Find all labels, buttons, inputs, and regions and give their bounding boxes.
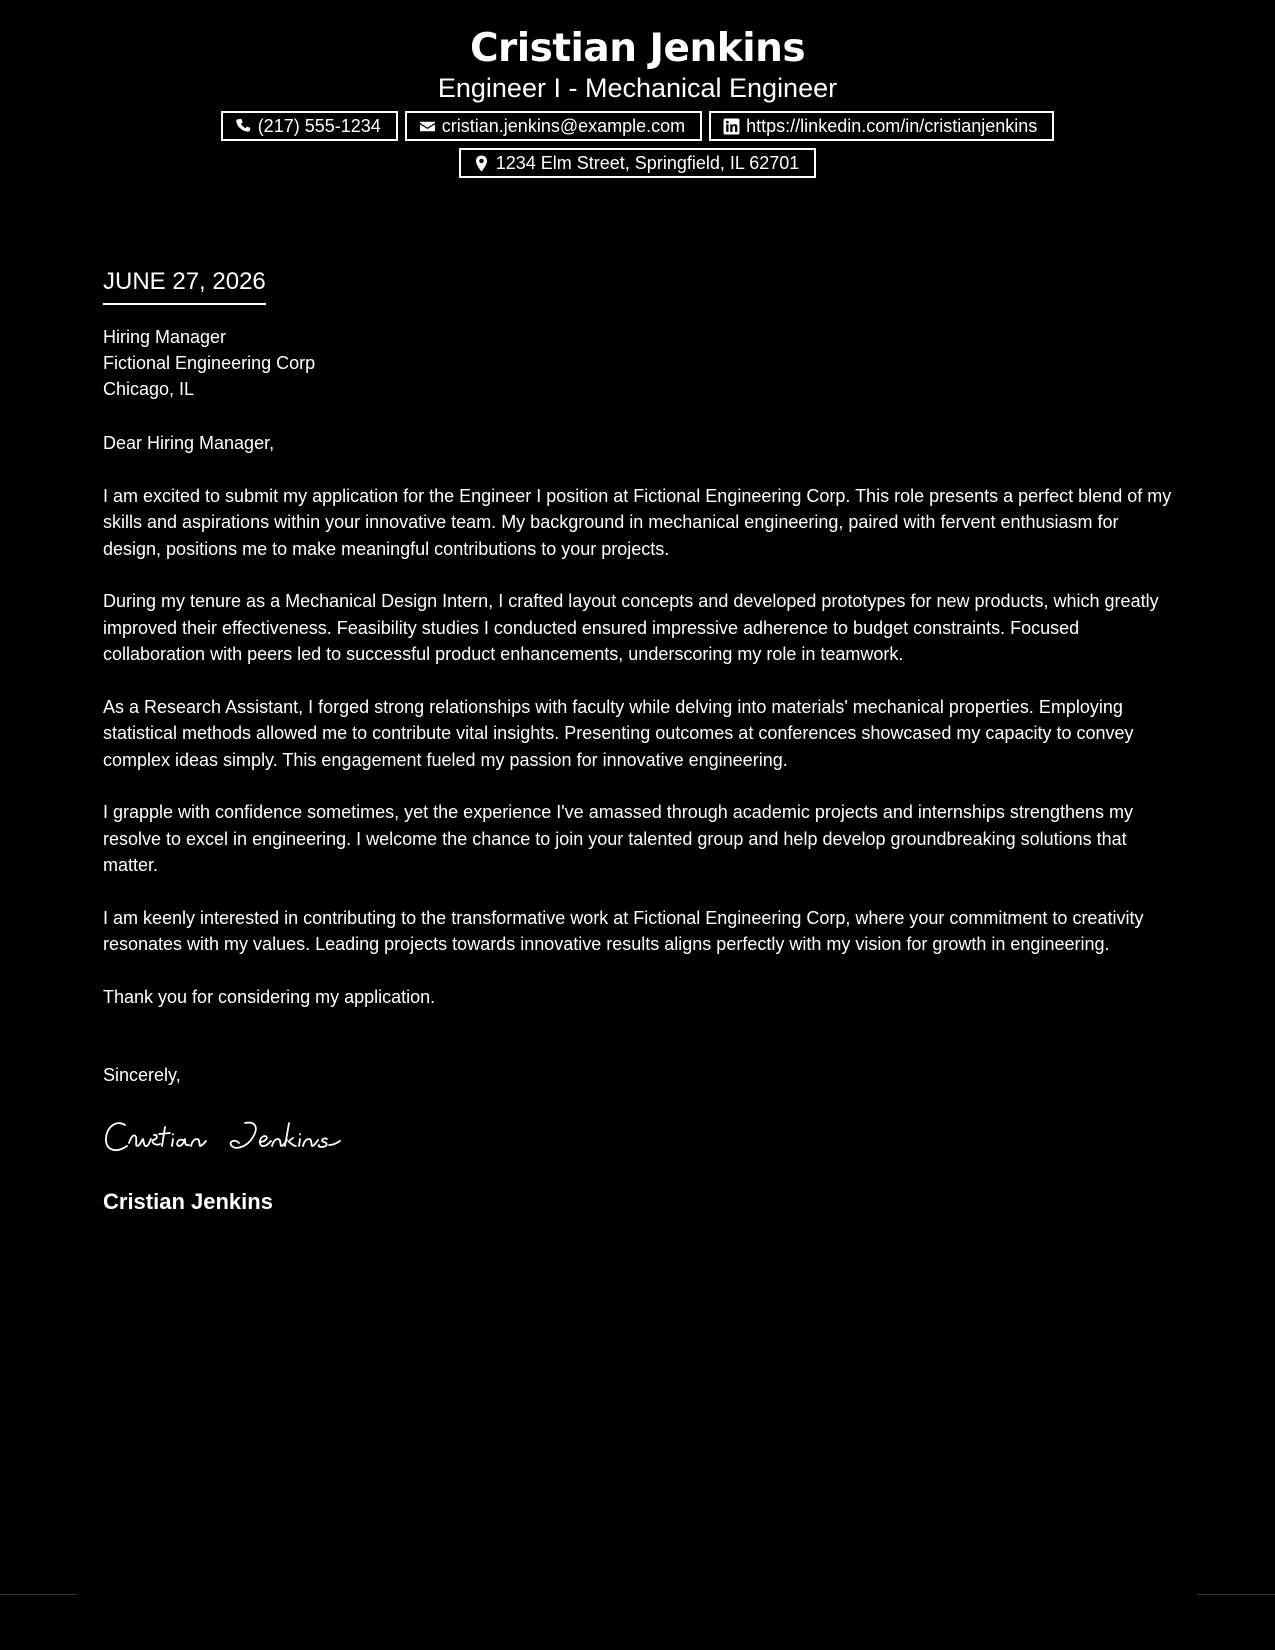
linkedin-chip[interactable] [709, 111, 1054, 141]
recipient-line: Hiring Manager [103, 327, 227, 347]
address-chip[interactable] [459, 148, 817, 178]
letter-body [103, 266, 1178, 1216]
letter-header [0, 22, 1275, 178]
footer-rule-right [1197, 1594, 1275, 1595]
linkedin-text: https://linkedin.com/in/cristianjenkins [746, 115, 1038, 136]
recipient-line: Chicago, IL [103, 379, 195, 399]
closing: Sincerely, [103, 1065, 181, 1085]
address-row [0, 148, 1275, 178]
recipient-line: Fictional Engineering Corp [103, 353, 316, 373]
footer-rule-left [0, 1594, 77, 1595]
body-paragraph: I am keenly interested in contributing to the transformative work at Fictional Engineering Corp, where your commitment to creativity resonates with my values. Leading projects towards innovative results aligns perfectly with my vision for growth in engineering. [103, 907, 1144, 954]
body-paragraph: Thank you for considering my application. [103, 986, 436, 1007]
phone-icon [235, 118, 252, 135]
email-text: cristian.jenkins@example.com [441, 115, 686, 136]
salutation: Dear Hiring Manager, [103, 433, 275, 453]
body-paragraph: I am excited to submit my application for the Engineer I position at Fictional Engineering Corp. This role presents a perfect blend of my skills and aspirations within your innovative team. My background in mechanical engineering, paired with fervent enthusiasm for design, positions me to make meaningful contributions to your projects. [103, 485, 1172, 559]
body-paragraph: During my tenure as a Mechanical Design Intern, I crafted layout concepts and developed prototypes for new products, which greatly improved their effectiveness. Feasibility studies I conducted ensured impressive adherence to budget constraints. Focused collaboration with peers led to successful product enhancements, underscoring my role in teamwork. [103, 591, 1159, 664]
contact-row [0, 111, 1275, 141]
signature [103, 1113, 373, 1161]
email-chip[interactable] [405, 111, 702, 141]
phone-chip[interactable] [221, 111, 398, 141]
applicant-title: Engineer I - Mechanical Engineer [437, 73, 838, 103]
linkedin-icon [723, 118, 740, 135]
body-paragraph: I grapple with confidence sometimes, yet the experience I've amassed through academic projects and internships strengthens my resolve to excel in engineering. I welcome the chance to join your talented group and help develop groundbreaking solutions that matter. [103, 802, 1133, 875]
phone-text: (217) 555-1234 [257, 115, 381, 136]
recipient-block [103, 324, 1178, 402]
address-text: 1234 Elm Street, Springfield, IL 62701 [495, 152, 800, 173]
body-paragraph: As a Research Assistant, I forged strong relationships with faculty while delving into materials' mechanical properties. Employing statistical methods allowed me to contribute vital insights. Presenting outcomes at conferences showcased my capacity to convey complex ideas simply. This engagement fueled my passion for innovative engineering. [103, 696, 1134, 770]
letter-date: JUNE 27, 2026 [103, 266, 266, 305]
signed-name: Cristian Jenkins [103, 1189, 273, 1214]
envelope-icon [419, 118, 436, 135]
map-marker-icon [473, 155, 490, 172]
applicant-name: Cristian Jenkins [469, 26, 806, 71]
